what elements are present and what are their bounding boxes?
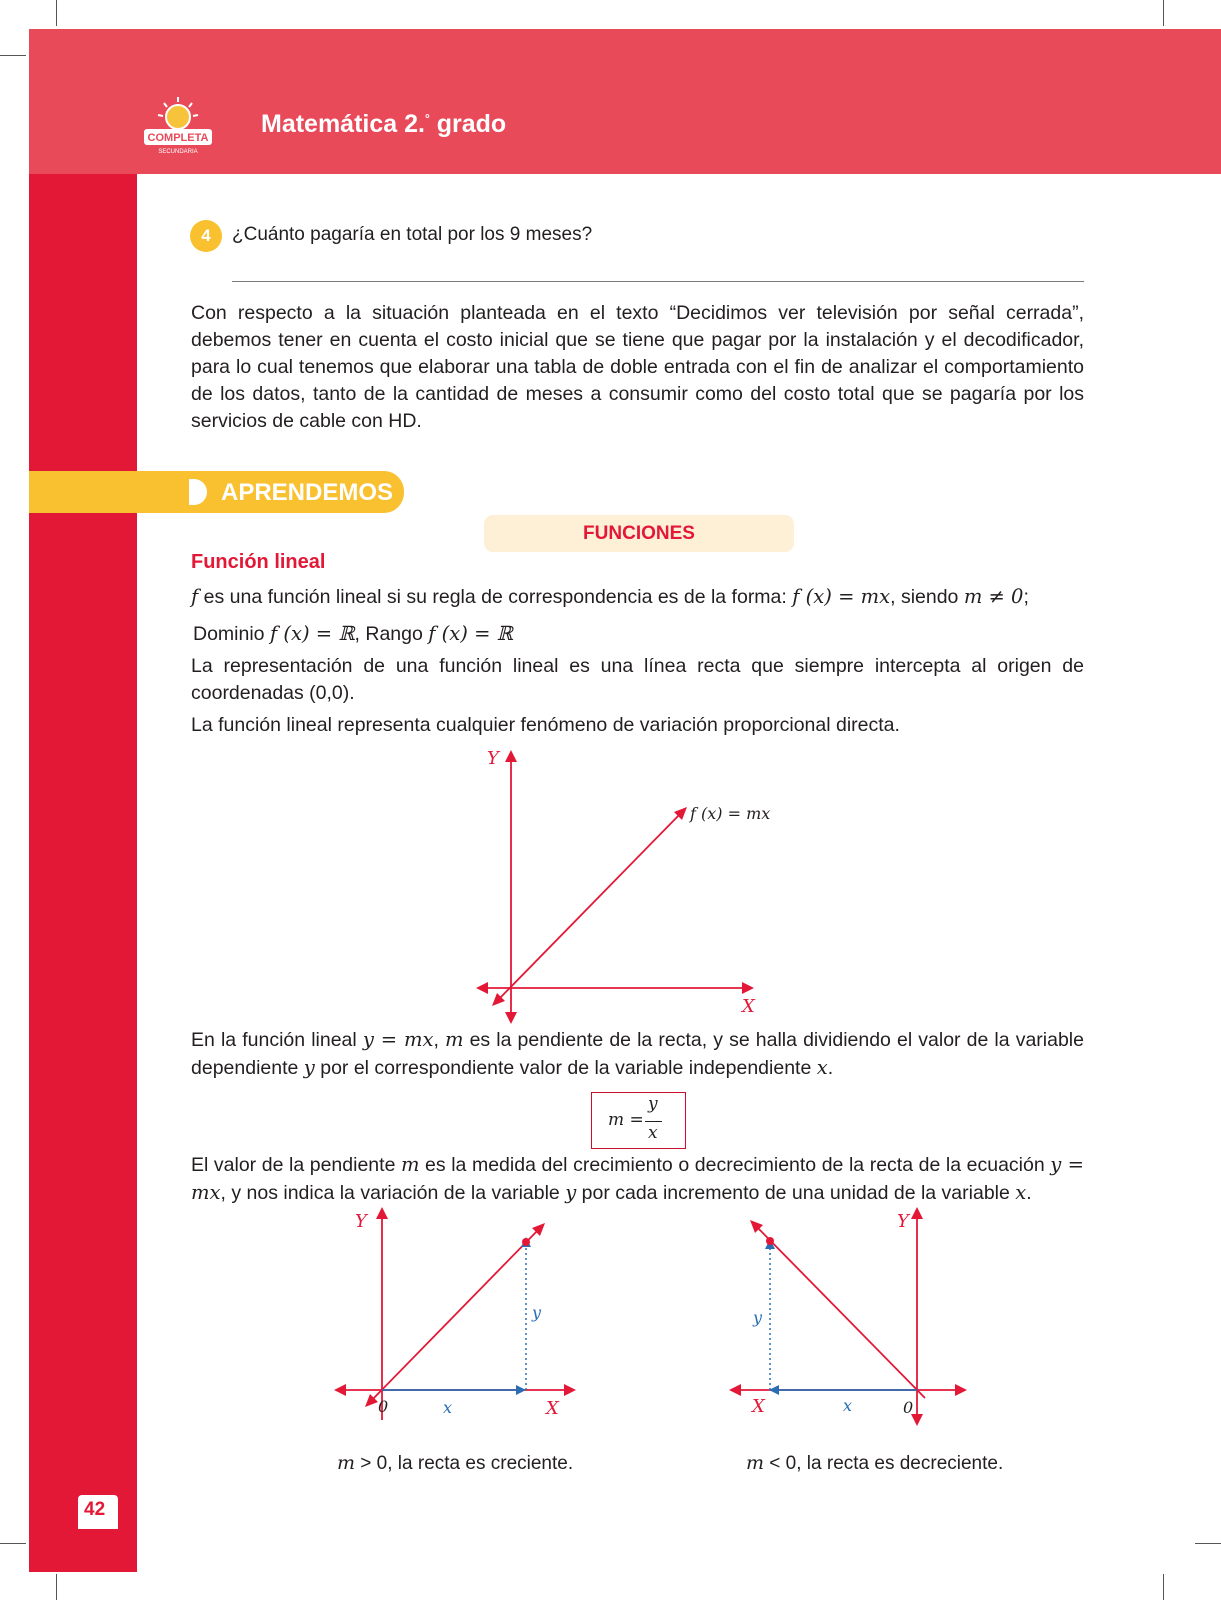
formula-lhs: m = [608, 1110, 644, 1130]
crop-mark [56, 1574, 57, 1600]
x-increment-label: x [843, 1396, 853, 1415]
origin-label: 0 [903, 1398, 914, 1417]
svg-text:SECUNDARIA: SECUNDARIA [158, 149, 198, 155]
crop-mark [1163, 0, 1164, 26]
y-increment-label: y [532, 1303, 542, 1322]
decreasing-slope-graph [725, 1205, 985, 1445]
function-label: f (x) = mx [690, 804, 771, 823]
jornada-escolar-logo [138, 95, 218, 157]
crop-mark [1163, 1574, 1164, 1600]
x-axis-arrow-right [564, 1384, 576, 1396]
side-bar [29, 174, 137, 1572]
page-title: Matemática 2.° grado [261, 110, 507, 138]
definition-line: f es una función lineal si su regla de correspondencia es de la forma: f (x) = mx, siendo m ≠ 0; [191, 585, 1029, 608]
caption-decreasing: m < 0, la recta es decreciente. [746, 1452, 1004, 1474]
y-axis-arrow [911, 1207, 923, 1219]
x-axis-label: X [752, 1396, 765, 1417]
subheading: Función lineal [191, 551, 326, 573]
section-title: FUNCIONES [484, 515, 794, 552]
x-axis-arrow-left [334, 1384, 346, 1396]
slope-formula-box [591, 1092, 686, 1149]
y-axis-arrow-down [505, 1012, 517, 1024]
increasing-slope-graph [330, 1205, 590, 1445]
x-axis-arrow-right [742, 982, 754, 994]
x-axis-label: X [546, 1398, 559, 1419]
banner-label: APRENDEMOS [221, 479, 394, 506]
crop-mark [0, 55, 26, 56]
y-axis-arrow [376, 1207, 388, 1219]
slope-paragraph: En la función lineal y = mx, m es la pendiente de la recta, y se halla dividiendo el valor de la variable dependiente y por el correspondiente valor de la variable independiente x. [191, 1028, 1084, 1079]
x-axis-arrow-right [955, 1384, 967, 1396]
svg-text:COMPLETA: COMPLETA [147, 132, 209, 144]
crop-mark [0, 1543, 26, 1544]
formula-denominator: x [648, 1123, 658, 1143]
origin-label: 0 [378, 1397, 389, 1416]
question-number-badge: 4 [190, 220, 222, 252]
point-marker [766, 1237, 774, 1245]
caption-increasing: m > 0, la recta es creciente. [337, 1452, 574, 1474]
page-number: 42 [78, 1495, 118, 1529]
x-increment-label: x [443, 1398, 453, 1417]
y-axis-label: Y [487, 748, 499, 769]
y-axis-label: Y [355, 1211, 367, 1232]
intro-paragraph: Con respecto a la situación planteada en el texto “Decidimos ver televisión por señal cerrada”, debemos tener en cuenta el costo inicial que se tiene que pagar por la instalación y el decodificador, para lo cual tenemos que elaborar una tabla de doble entrada con el fin de analizar el comportamiento de los datos, tanto de la cantidad de meses a consumir como del costo total que se pagaría por los servicios de cable con HD. [191, 302, 1084, 432]
crop-mark [1195, 1543, 1221, 1544]
increasing-line [370, 1228, 540, 1402]
representation-paragraph: La representación de una función lineal es una línea recta que siempre intercepta al origen de coordenadas (0,0). [191, 655, 1084, 704]
slope-meaning-paragraph: El valor de la pendiente m es la medida del crecimiento o decrecimiento de la recta de la ecuación y = mx, y nos indica la variación de la variable y por cada incremento de una unidad de la variable x. [191, 1153, 1084, 1204]
function-line [498, 812, 682, 1000]
formula-numerator: y [648, 1094, 658, 1114]
decreasing-line [755, 1225, 925, 1398]
x-axis-arrow-left [476, 982, 488, 994]
linear-function-graph [470, 748, 790, 1028]
domain-range-line: Dominio f (x) = ℝ, Rango f (x) = ℝ [193, 622, 513, 645]
variation-paragraph: La función lineal representa cualquier fenómeno de variación proporcional directa. [191, 714, 900, 736]
fraction-bar [645, 1121, 662, 1122]
answer-line [232, 281, 1084, 282]
y-axis-label: Y [897, 1211, 909, 1232]
y-axis-arrow-up [505, 750, 517, 762]
x-axis-arrow-left [729, 1384, 741, 1396]
point-marker [522, 1238, 530, 1246]
crop-mark [56, 0, 57, 26]
x-axis-label: X [742, 996, 755, 1017]
y-increment-label: y [753, 1308, 763, 1327]
question-text: ¿Cuánto pagaría en total por los 9 meses? [232, 224, 593, 245]
